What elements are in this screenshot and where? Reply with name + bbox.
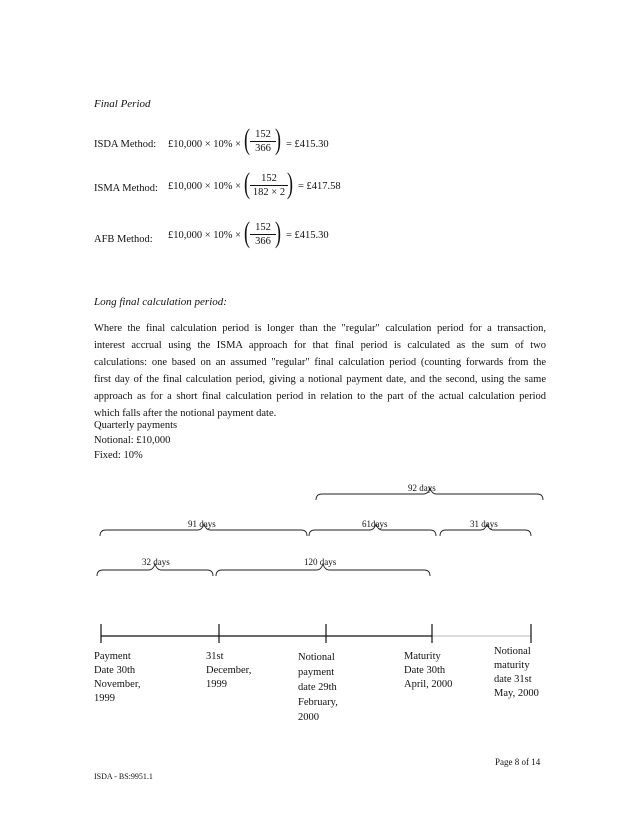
term-quarterly: Quarterly payments [94, 420, 178, 431]
afb-result: = £415.30 [286, 230, 329, 241]
isda-open-paren: ( [244, 123, 250, 156]
document-id: ISDA - BS:9951.1 [94, 772, 153, 781]
isma-method-label: ISMA Method: [94, 183, 158, 194]
point-notional-payment [298, 650, 338, 725]
point-line: Maturity [404, 651, 441, 662]
isda-lhs: £10,000 × 10% × [168, 139, 242, 150]
point-line: Date 30th [404, 665, 446, 676]
label-32-days: 32 days [142, 557, 170, 567]
point-line: February, [298, 697, 338, 708]
afb-open-paren: ( [244, 216, 250, 249]
point-line: 1999 [206, 679, 227, 690]
paragraph-line: interest accrual using the ISMA approach for that final period is calculated as the sum of two [94, 340, 546, 351]
label-61-days: 61days [362, 519, 388, 529]
term-fixed: Fixed: 10% [94, 450, 143, 461]
page-number: Page 8 of 14 [495, 757, 541, 767]
paragraph-line: first day of the final calculation period, giving a notional payment date, and the second, using the same [94, 374, 546, 385]
paragraph-line: calculations: one based on an assumed "regular" final calculation period (counting forwards from the [94, 357, 546, 368]
afb-denominator: 366 [255, 236, 271, 247]
point-line: payment [298, 667, 335, 678]
isma-result: = £417.58 [298, 181, 341, 192]
long-final-heading: Long final calculation period: [94, 296, 227, 308]
point-line: May, 2000 [494, 688, 539, 699]
afb-close-paren: ) [275, 216, 281, 249]
label-120-days: 120 days [304, 557, 337, 567]
isma-lhs: £10,000 × 10% × [168, 181, 242, 192]
point-maturity [404, 650, 452, 692]
point-line: Payment [94, 651, 131, 662]
point-payment-date [94, 650, 141, 706]
isda-numerator: 152 [250, 128, 276, 142]
point-line: date 31st [494, 674, 532, 685]
paragraph-line: which falls after the notional payment date. [94, 408, 277, 419]
final-period-heading: Final Period [94, 98, 151, 110]
term-notional: Notional: £10,000 [94, 435, 171, 446]
point-line: maturity [494, 660, 530, 671]
label-91-days: 91 days [188, 519, 216, 529]
afb-numerator: 152 [250, 221, 276, 235]
isma-denominator: 182 × 2 [252, 187, 286, 198]
point-line: 31st [206, 651, 224, 662]
label-92-days: 92 days [408, 483, 436, 493]
point-line: date 29th [298, 682, 337, 693]
label-31-days: 31 days [470, 519, 498, 529]
paragraph-line: Where the final calculation period is longer than the "regular" calculation period for a transaction, [94, 323, 546, 334]
point-notional-maturity [494, 645, 539, 701]
isma-open-paren: ( [244, 167, 250, 200]
point-line: Date 30th [94, 665, 136, 676]
point-line: December, [206, 665, 252, 676]
isma-numerator: 152 [250, 172, 288, 186]
isda-result: = £415.30 [286, 139, 329, 150]
point-line: November, [94, 679, 141, 690]
paragraph-line: approach as for a short final calculation period in relation to the part of the actual calculation period [94, 391, 546, 402]
point-line: Notional [494, 646, 531, 657]
isma-close-paren: ) [287, 167, 293, 200]
point-31-december [206, 650, 251, 692]
isda-method-label: ISDA Method: [94, 139, 157, 150]
isda-close-paren: ) [275, 123, 281, 156]
point-line: April, 2000 [404, 679, 453, 690]
point-line: 2000 [298, 712, 319, 723]
isda-denominator: 366 [255, 143, 271, 154]
afb-lhs: £10,000 × 10% × [168, 230, 242, 241]
point-line: 1999 [94, 693, 115, 704]
afb-method-label: AFB Method: [94, 234, 153, 245]
point-line: Notional [298, 652, 335, 663]
